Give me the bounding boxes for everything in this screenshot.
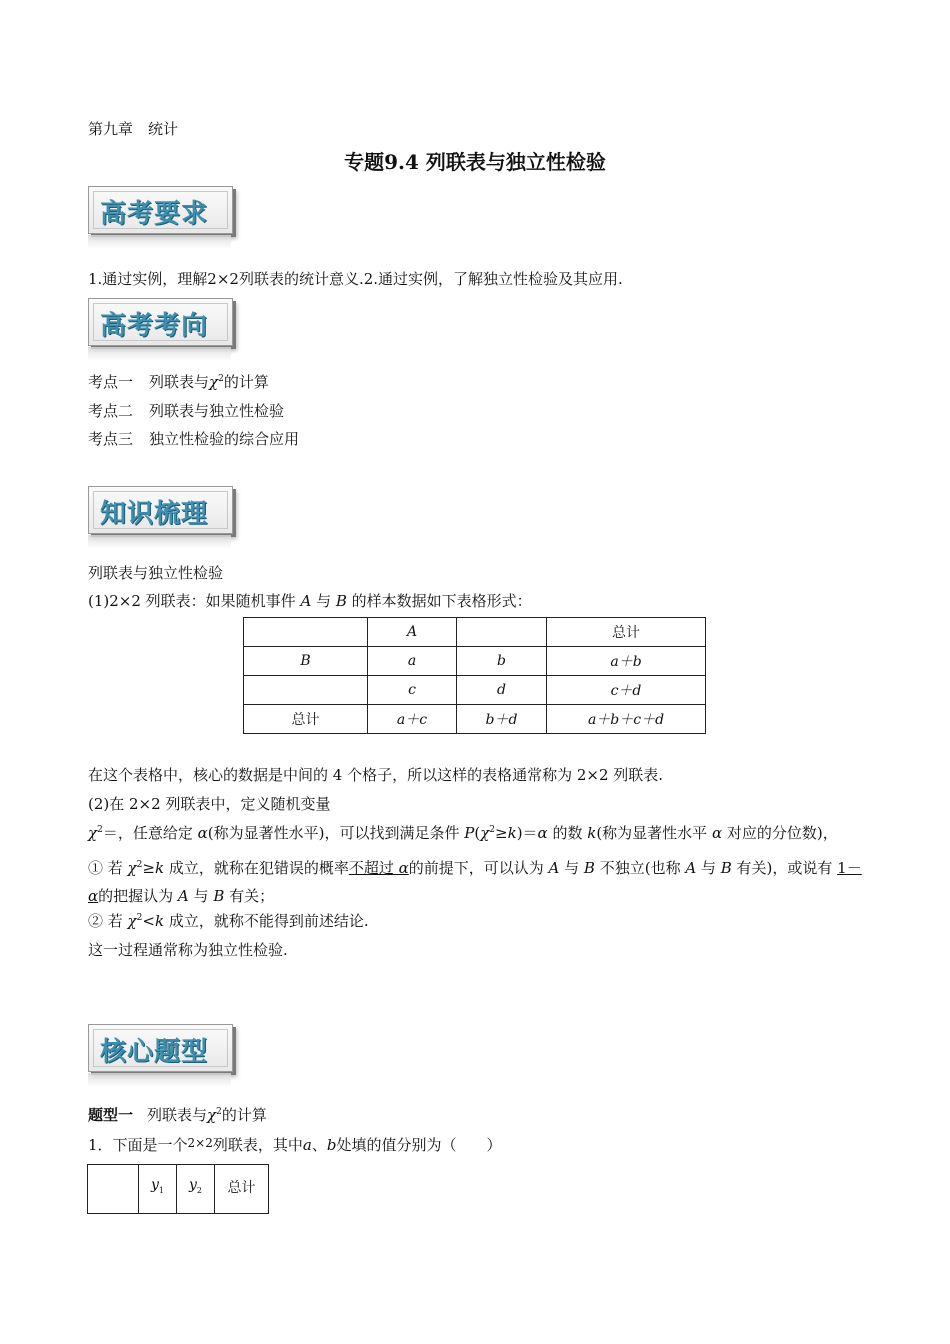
banner-knowledge xyxy=(88,486,234,548)
table-cell: b xyxy=(457,647,547,676)
table-cell: c xyxy=(368,676,457,705)
direction-item-3: 考点三 独立性检验的综合应用 xyxy=(88,430,300,448)
table-row xyxy=(244,618,706,647)
banner-directions xyxy=(88,298,234,360)
table-cell: d xyxy=(457,676,547,705)
question-type-1: 题型一 列联表与$\chi^2$的计算 xyxy=(88,1106,267,1124)
table-cell: B xyxy=(244,647,368,676)
table-cell: $y_1$ xyxy=(139,1165,177,1214)
table-cell: a＋b＋c＋d xyxy=(547,705,706,734)
table-cell: b＋d xyxy=(457,705,547,734)
rule-1: ① 若 $\chi^2\ge k$ 成立，就称在犯错误的概率不超过 α的前提下，可以认为 A 与 B 不独立(也称 A 与 B 有关)，或说有 1－α的把握认为 A 与 B 有关； xyxy=(88,859,862,905)
contingency-intro: (1)2×2 列联表：如果随机事件 A 与 B 的样本数据如下表格形式： xyxy=(88,592,532,610)
banner-requirements xyxy=(88,186,234,248)
table-cell xyxy=(244,618,368,647)
after-table-text: 在这个表格中，核心的数据是中间的 4 个格子，所以这样的表格通常称为 2×2 列联表. xyxy=(88,766,664,784)
table-cell: a xyxy=(368,647,457,676)
table-cell: 总计 xyxy=(244,705,368,734)
question-1: 1．下面是一个$^{2\times 2}$列联表，其中a、b处填的值分别为（ ） xyxy=(88,1136,502,1154)
knowledge-heading: 列联表与独立性检验 xyxy=(88,564,224,582)
banner-directions-label: 高考考向 xyxy=(100,311,209,341)
banner-requirements-label: 高考要求 xyxy=(100,199,209,229)
table-row xyxy=(244,647,706,676)
table-cell: a＋b xyxy=(547,647,706,676)
table-cell: 总计 xyxy=(215,1165,269,1214)
chi-square-line: $\chi^2=$，任意给定 α(称为显著性水平)，可以找到满足条件 $P(\chi^2\ge k)=\alpha$ 的数 k(称为显著性水平 α 对应的分位数)， xyxy=(88,824,838,842)
table-row xyxy=(244,676,706,705)
table-cell: A xyxy=(368,618,457,647)
table-cell: $y_2$ xyxy=(177,1165,215,1214)
chapter-label: 第九章 统计 xyxy=(88,120,179,138)
page-title: 专题9.4 列联表与独立性检验 xyxy=(344,150,606,174)
direction-item-2: 考点二 列联表与独立性检验 xyxy=(88,402,285,420)
table-cell: c＋d xyxy=(547,676,706,705)
direction-item-1: 考点一 列联表与$\chi^2$的计算 xyxy=(88,373,269,391)
requirements-text: 1.通过实例，理解2×2列联表的统计意义.2.通过实例，了解独立性检验及其应用. xyxy=(88,270,623,288)
table-cell xyxy=(88,1165,139,1214)
definition-line: (2)在 2×2 列联表中，定义随机变量 xyxy=(88,795,331,813)
table-cell: 总计 xyxy=(547,618,706,647)
table-cell xyxy=(244,676,368,705)
question-1-table xyxy=(87,1164,269,1214)
banner-knowledge-label: 知识梳理 xyxy=(100,499,209,529)
table-row xyxy=(244,705,706,734)
closing-text: 这一过程通常称为独立性检验. xyxy=(88,941,288,959)
table-cell: a＋c xyxy=(368,705,457,734)
rule-2: ② 若 $\chi^2<k$ 成立，就称不能得到前述结论. xyxy=(88,912,369,930)
table-cell xyxy=(457,618,547,647)
table-row xyxy=(88,1165,269,1214)
banner-core-label: 核心题型 xyxy=(100,1037,209,1067)
contingency-table xyxy=(243,617,706,734)
banner-core xyxy=(88,1024,234,1086)
